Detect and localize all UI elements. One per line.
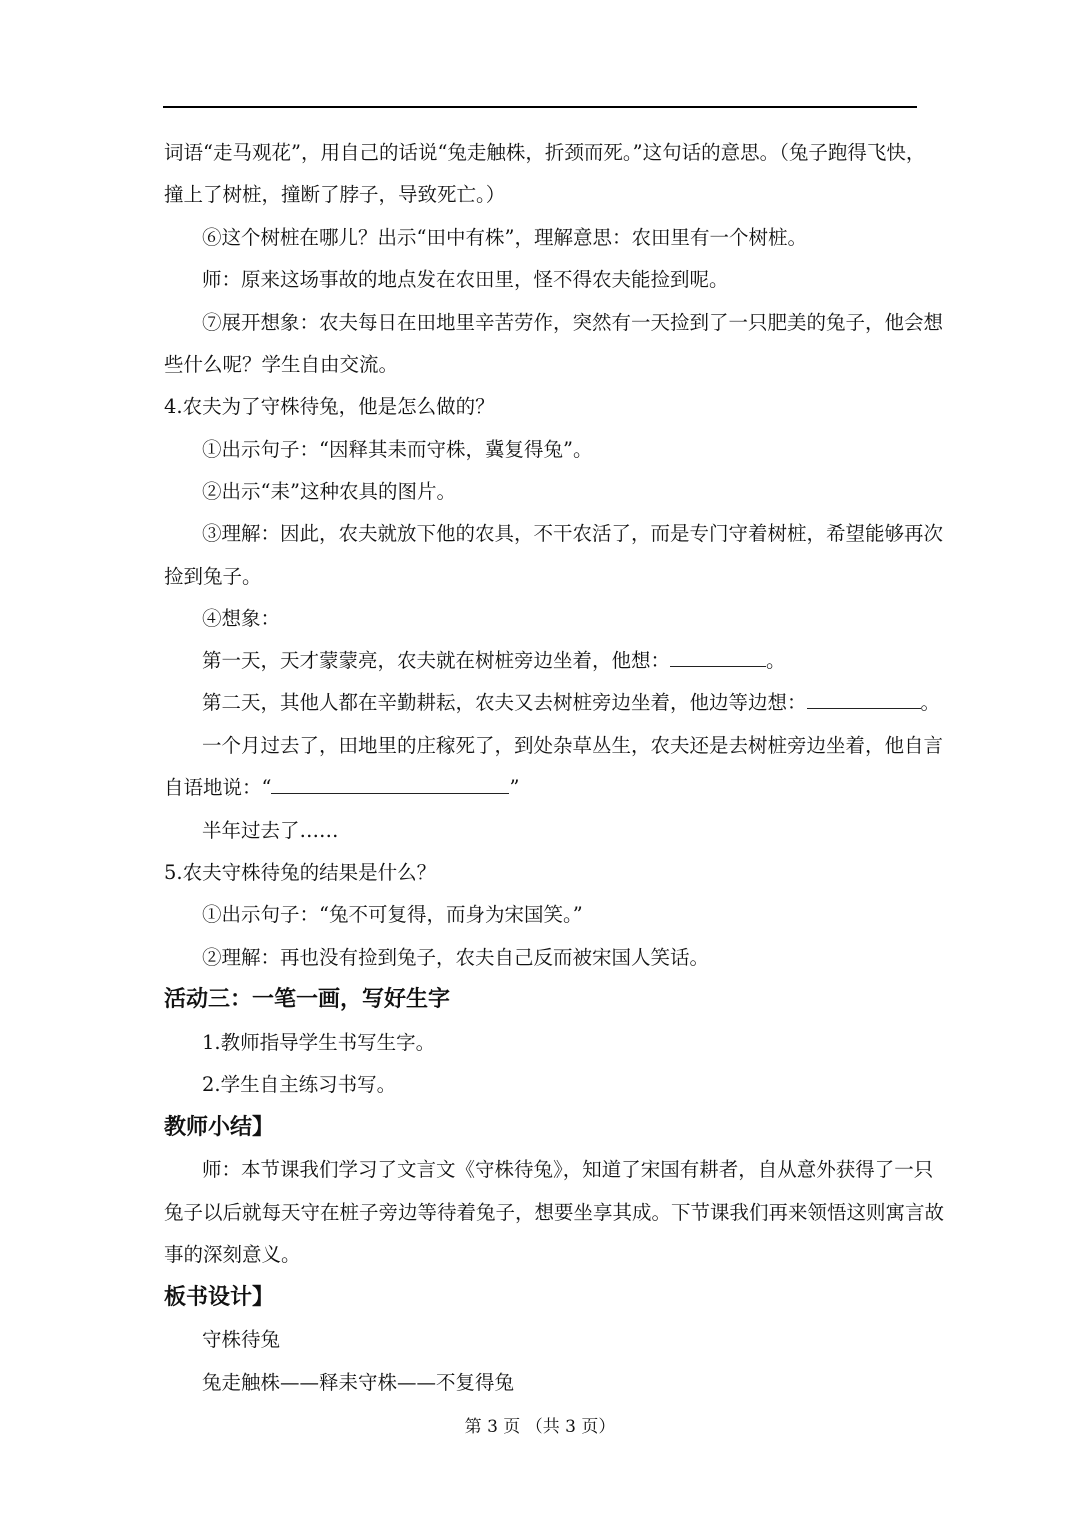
fill-in-end: 。 <box>920 691 941 714</box>
question-5: 5.农夫守株待兔的结果是什么？ <box>164 861 437 884</box>
paragraph-line: ①出示句子：“兔不可复得，而身为宋国笑。” <box>202 903 583 926</box>
fill-in-text: 第二天，其他人都在辛勤耕耘，农夫又去树桩旁边坐着，他边等边想： <box>202 691 807 714</box>
paragraph-line: ④想象： <box>202 607 281 630</box>
paragraph-line: 师：本节课我们学习了文言文《守株待兔》，知道了宋国有耕者，自从意外获得了一只 <box>202 1158 934 1181</box>
paragraph-line: ③理解：因此，农夫就放下他的农具，不干农活了，而是专门守着树桩，希望能够再次 <box>202 522 944 545</box>
paragraph-line: ⑥这个树桩在哪儿？出示“田中有株”，理解意思：农田里有一个树桩。 <box>202 226 807 249</box>
board-title: 守株待兔 <box>202 1328 281 1351</box>
activity-3-heading: 活动三：一笔一画，写好生字 <box>164 987 451 1012</box>
teacher-summary-heading: 教师小结】 <box>164 1115 275 1140</box>
paragraph-line: ②理解：再也没有捡到兔子，农夫自己反而被宋国人笑话。 <box>202 946 710 969</box>
fill-in-text: 自语地说：“ <box>164 776 272 799</box>
fill-in-line-day2 <box>202 690 941 716</box>
fill-in-line-day1 <box>202 648 922 674</box>
paragraph-line: 捡到兔子。 <box>164 565 262 588</box>
paragraph-line: 兔子以后就每天守在桩子旁边等待着兔子，想要坐享其成。下节课我们再来领悟这则寓言故 <box>164 1201 945 1224</box>
paragraph-line: 词语“走马观花”，用自己的话说“兔走触株，折颈而死。”这句话的意思。（兔子跑得飞快， <box>164 141 926 164</box>
question-4: 4.农夫为了守株待兔，他是怎么做的？ <box>164 395 495 418</box>
fill-in-text: 第一天，天才蒙蒙亮，农夫就在树桩旁边坐着，他想： <box>202 649 671 672</box>
fill-in-line-month <box>164 775 924 801</box>
board-design-heading: 板书设计】 <box>164 1285 275 1310</box>
paragraph-line: 2.学生自主练习书写。 <box>202 1073 397 1096</box>
fill-in-blank[interactable] <box>807 690 921 709</box>
board-flow: 兔走触株——释耒守株——不复得兔 <box>202 1371 515 1394</box>
fill-in-end: 。 <box>766 649 786 672</box>
paragraph-line: 1.教师指导学生书写生字。 <box>202 1031 436 1054</box>
header-rule <box>163 106 917 108</box>
fill-in-end: ” <box>509 776 520 799</box>
paragraph-line: ⑦展开想象：农夫每日在田地里辛苦劳作，突然有一天捡到了一只肥美的兔子，他会想 <box>202 311 944 334</box>
fill-in-blank[interactable] <box>271 775 509 794</box>
paragraph-line: 撞上了树桩，撞断了脖子，导致死亡。） <box>164 183 506 206</box>
paragraph-line: 些什么呢？学生自由交流。 <box>164 353 399 376</box>
paragraph-line: ②出示“耒”这种农具的图片。 <box>202 480 456 503</box>
paragraph-line: 半年过去了…… <box>202 819 339 842</box>
paragraph-line: 一个月过去了，田地里的庄稼死了，到处杂草丛生，农夫还是去树桩旁边坐着，他自言 <box>202 734 944 757</box>
paragraph-line: 事的深刻意义。 <box>164 1243 301 1266</box>
page-footer: 第 3 页 （共 3 页） <box>464 1417 616 1437</box>
paragraph-line: ①出示句子：“因释其耒而守株，冀复得兔”。 <box>202 438 593 461</box>
fill-in-blank[interactable] <box>670 648 766 667</box>
paragraph-line: 师：原来这场事故的地点发在农田里，怪不得农夫能捡到呢。 <box>202 268 729 291</box>
